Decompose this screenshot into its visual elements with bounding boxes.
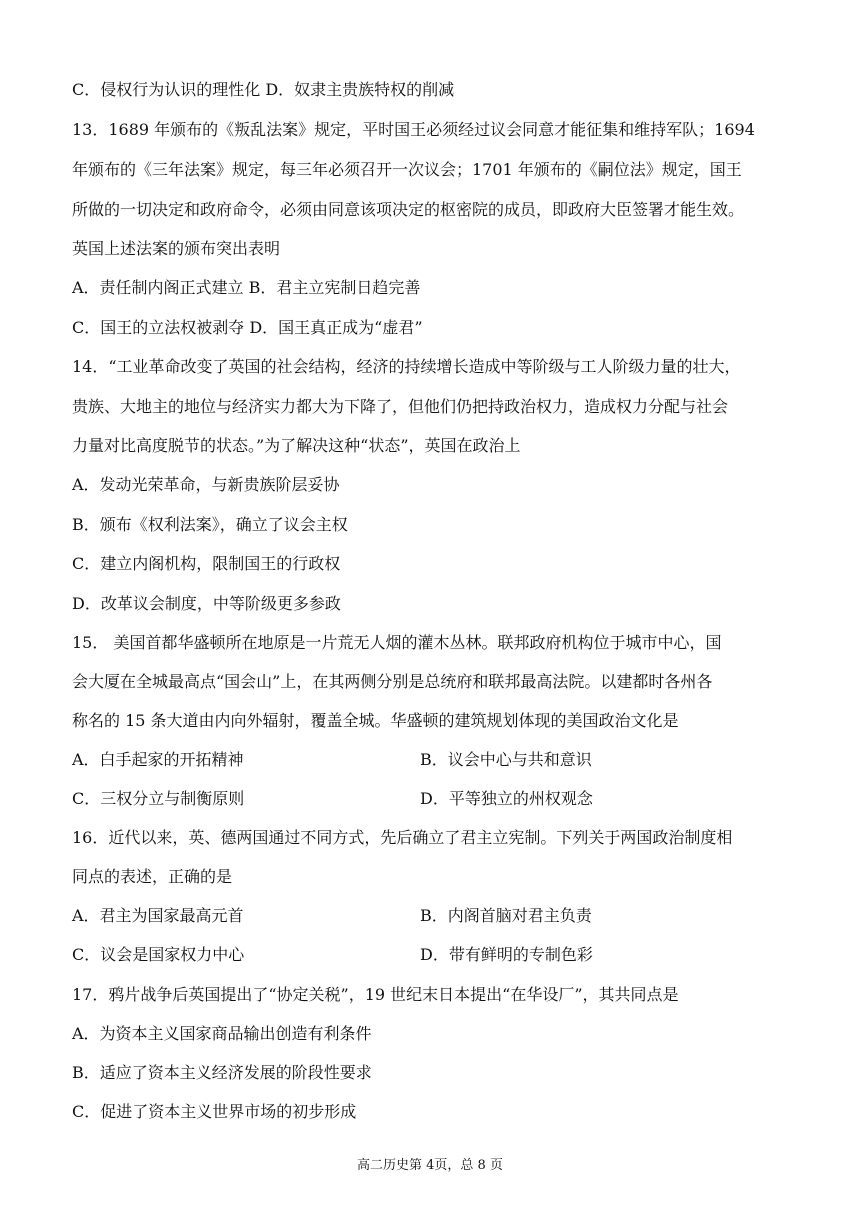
q13-option-cd: C．国王的立法权被剥夺 D．国王真正成为“虚君” xyxy=(72,318,423,337)
q14-stem-line: 力量对比高度脱节的状态。”为了解决这种“状态”，英国在政治上 xyxy=(72,436,521,455)
q13-stem-line: 13．1689 年颁布的《叛乱法案》规定，平时国王必须经过议会同意才能征集和维持军队；1694 xyxy=(72,120,755,139)
page-footer: 高二历史第 4页，总 8 页 xyxy=(357,1158,503,1173)
q14-option-d: D．改革议会制度，中等阶级更多参政 xyxy=(72,594,341,613)
q15-stem-line: 称名的 15 条大道由内向外辐射，覆盖全城。华盛顿的建筑规划体现的美国政治文化是 xyxy=(72,711,679,730)
q17-option-a: A．为资本主义国家商品输出创造有利条件 xyxy=(72,1024,372,1043)
q14-option-b: B．颁布《权利法案》，确立了议会主权 xyxy=(72,515,348,534)
q17-option-b: B．适应了资本主义经济发展的阶段性要求 xyxy=(72,1063,372,1082)
q17-stem-line: 17．鸦片战争后英国提出了“协定关税”，19 世纪末日本提出“在华设厂”，其共同点是 xyxy=(72,985,679,1004)
q12-option-cd: C．侵权行为认识的理性化 D．奴隶主贵族特权的削减 xyxy=(72,80,455,99)
q16-stem-line: 16．近代以来，英、德两国通过不同方式，先后确立了君主立宪制。下列关于两国政治制度相 xyxy=(72,828,733,847)
q13-stem-line: 年颁布的《三年法案》规定，每三年必须召开一次议会；1701 年颁布的《嗣位法》规定，国王 xyxy=(72,160,742,179)
q16-option-b: B．内阁首脑对君主负责 xyxy=(420,906,592,925)
q17-option-c: C．促进了资本主义世界市场的初步形成 xyxy=(72,1102,357,1121)
q14-option-a: A．发动光荣革命，与新贵族阶层妥协 xyxy=(72,475,340,494)
q15-stem-line: 15． 美国首都华盛顿所在地原是一片荒无人烟的灌木丛林。联邦政府机构位于城市中心，国 xyxy=(72,633,722,652)
q14-option-c: C．建立内阁机构，限制国王的行政权 xyxy=(72,554,341,573)
q13-stem-line: 所做的一切决定和政府命令，必须由同意该项决定的枢密院的成员，即政府大臣签署才能生效。 xyxy=(72,200,745,219)
q13-stem-line: 英国上述法案的颁布突出表明 xyxy=(72,239,281,258)
q14-stem-line: 14．“工业革命改变了英国的社会结构，经济的持续增长造成中等阶级与工人阶级力量的壮大， xyxy=(72,357,741,376)
q16-stem-line: 同点的表述，正确的是 xyxy=(72,867,233,886)
q14-stem-line: 贵族、大地主的地位与经济实力都大为下降了，但他们仍把持政治权力，造成权力分配与社会 xyxy=(72,397,729,416)
q15-option-b: B．议会中心与共和意识 xyxy=(420,750,592,769)
q15-option-d: D．平等独立的州权观念 xyxy=(420,789,593,808)
q13-option-ab: A．责任制内阁正式建立 B．君主立宪制日趋完善 xyxy=(72,278,421,297)
q15-stem-line: 会大厦在全城最高点“国会山”上，在其两侧分别是总统府和联邦最高法院。以建都时各州各 xyxy=(72,672,713,691)
q16-option-a: A．君主为国家最高元首 xyxy=(72,906,244,925)
q15-option-a: A．白手起家的开拓精神 xyxy=(72,750,244,769)
q16-option-c: C．议会是国家权力中心 xyxy=(72,945,245,964)
q16-option-d: D．带有鲜明的专制色彩 xyxy=(420,945,593,964)
q15-option-c: C．三权分立与制衡原则 xyxy=(72,789,245,808)
